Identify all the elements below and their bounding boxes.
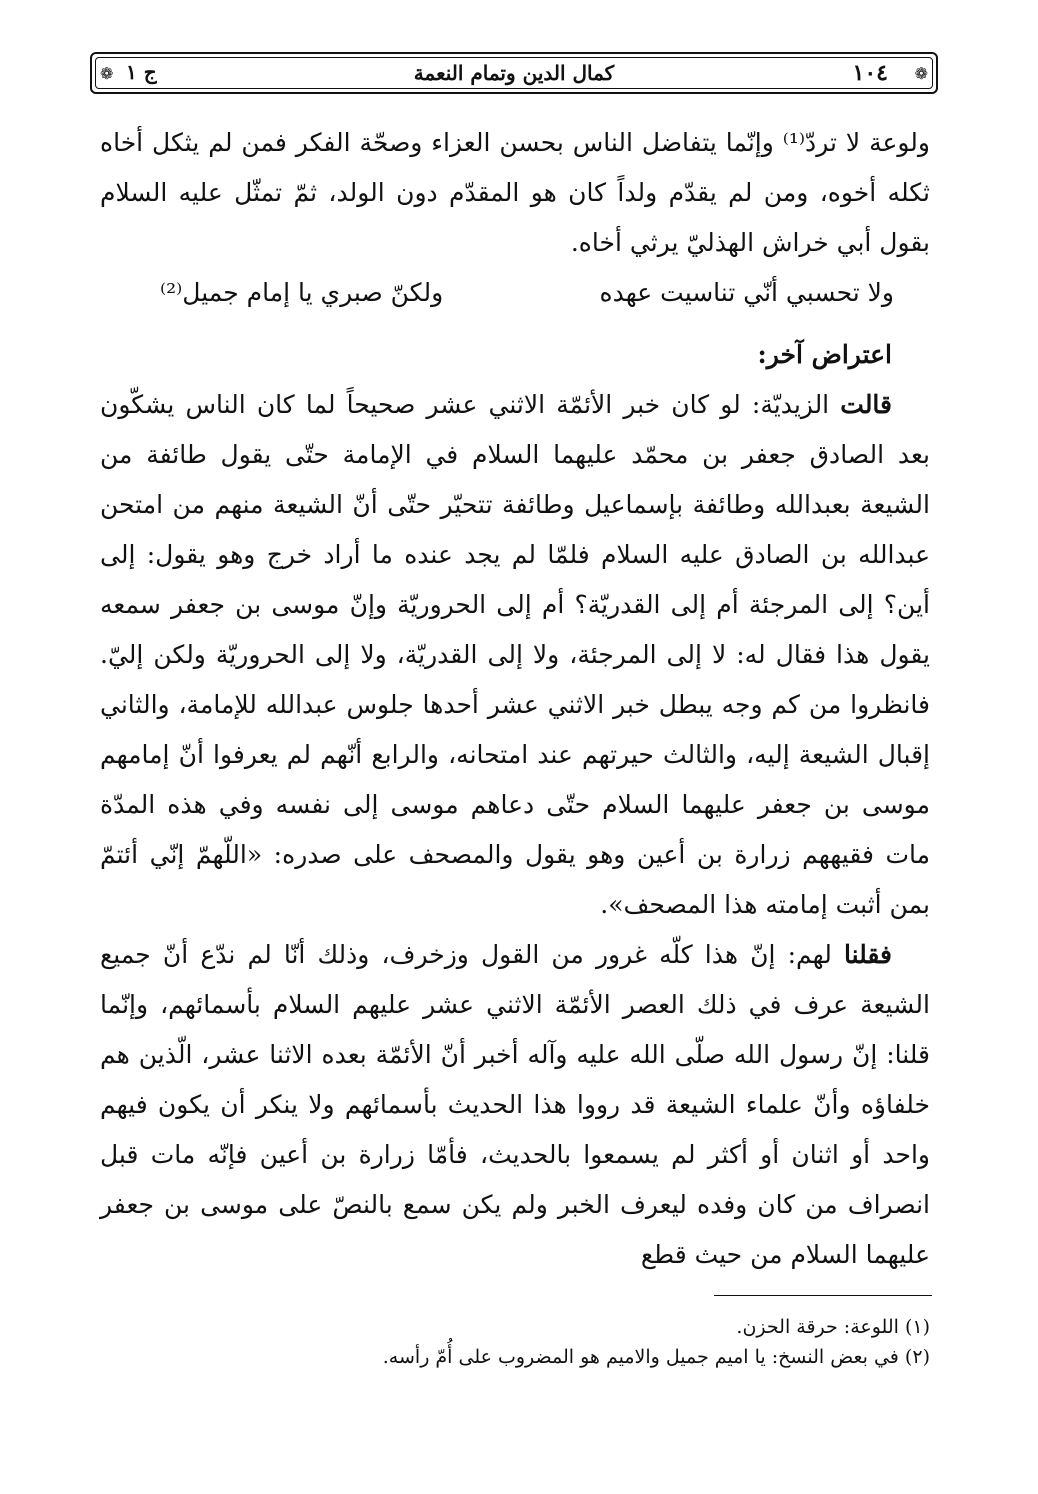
- section-heading: اعتراض آخر:: [757, 340, 892, 369]
- verse-second-hemistich: ولكنّ صبري يا إمام جميل⁽²⁾: [160, 278, 444, 307]
- header-ornament-right: ❁: [914, 64, 928, 83]
- verse-first-hemistich: ولا تحسبي أنّي تناسيت عهده: [599, 278, 894, 307]
- paragraph-3-lead: فقلنا: [843, 940, 892, 969]
- footnotes: [200, 1312, 930, 1372]
- footnote-2: (٢) في بعض النسخ: يا اميم جميل والاميم هو المضروب على أُمّ رأسه.: [382, 1346, 930, 1368]
- page-number: ١٠٤: [852, 60, 888, 86]
- poetry-verse: [100, 268, 930, 318]
- footnote-1: (١) اللوعة: حرقة الحزن.: [736, 1316, 930, 1338]
- paragraph-3: [100, 930, 930, 1280]
- volume-label: ج ١: [126, 60, 157, 84]
- footnote-divider: [714, 1295, 932, 1296]
- paragraph-2-text: الزيديّة: لو كان خبر الأئمّة الاثني عشر صحيحاً لما كان الناس يشكّون بعد الصادق جعفر بن محمّد عليهما السلام في الإمامة حتّى يقول طائفة من الشيعة بعبدالله وطائفة بإسماعيل وطائفة تتحيّر حتّى أنّ الشيعة منهم من امتحن عبدالله بن الصادق عليه السلام فلمّا لم يجد عنده ما أراد خرج وهو يقول: إلى أين؟ إلى المرجئة أم إلى القدريّة؟ أم إلى الحروريّة وإنّ موسى بن جعفر سمعه يقول هذا فقال له: لا إلى المرجئة، ولا إلى القدريّة، ولا إلى الحروريّة ولكن إليّ. فانظروا من كم وجه يبطل خبر الاثني عشر أحدها جلوس عبدالله للإمامة، والثاني إقبال الشيعة إليه، والثالث حيرتهم عند امتحانه، والرابع أنّهم لم يعرفوا أنّ إمامهم موسى بن جعفر عليهما السلام حتّى دعاهم موسى إلى نفسه وفي هذه المدّة مات فقيههم زرارة بن أعين وهو يقول والمصحف على صدره: «اللّهمّ إنّي أئتمّ بمن أثبت إمامته هذا المصحف».: [100, 390, 930, 919]
- header-ornament-left: ❁: [100, 64, 114, 83]
- paragraph-3-text: لهم: إنّ هذا كلّه غرور من القول وزخرف، وذلك أنّا لم ندّع أنّ جميع الشيعة عرف في ذلك العصر الأئمّة الاثني عشر عليهم السلام بأسمائهم، وإنّما قلنا: إنّ رسول الله صلّى الله عليه وآله أخبر أنّ الأئمّة بعده الاثنا عشر، الّذين هم خلفاؤه وأنّ علماء الشيعة قد رووا هذا الحديث بأسمائهم ولا ينكر أن يكون فيهم واحد أو اثنان أو أكثر لم يسمعوا بالحديث، فأمّا زرارة بن أعين فإنّه مات قبل انصراف من كان وفده ليعرف الخبر ولم يكن سمع بالنصّ على موسى بن جعفر عليهما السلام من حيث قطع: [100, 940, 930, 1269]
- running-header: [90, 52, 938, 94]
- paragraph-2: [100, 380, 930, 930]
- paragraph-2-lead: قالت: [840, 390, 892, 419]
- book-title: كمال الدين وتمام النعمة: [413, 61, 615, 85]
- main-text: [100, 118, 930, 1280]
- paragraph-1: ولوعة لا تردّ⁽¹⁾ وإنّما يتفاضل الناس بحسن العزاء وصحّة الفكر فمن لم يثكل أخاه ثكله أخوه، ومن لم يقدّم ولداً كان هو المقدّم دون الولد، ثمّ تمثّل عليه السلام بقول أبي خراش الهذليّ يرثي أخاه.: [100, 128, 930, 257]
